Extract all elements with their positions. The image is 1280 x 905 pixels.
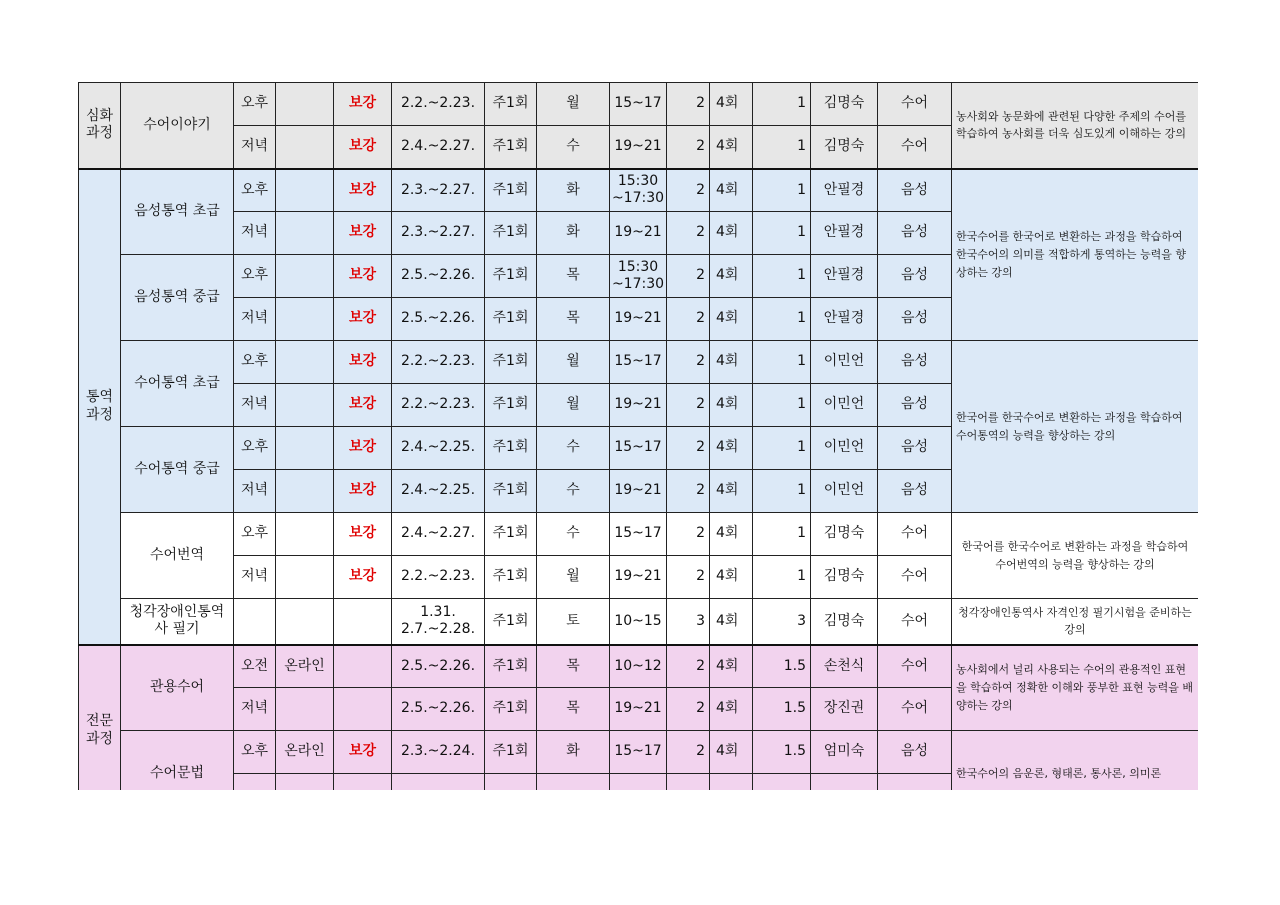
section-label: 전문 과정 — [79, 645, 121, 791]
frequency: 주1회 — [485, 513, 537, 556]
language: 음성 — [878, 731, 952, 774]
session-count: 4회 — [710, 169, 753, 212]
hours-per-day: 2 — [667, 688, 710, 731]
course-description: 농사회에서 널리 사용되는 수어의 관용적인 표현을 학습하여 정확한 이해와 풍부한 표현 능력을 배양하는 강의 — [952, 645, 1199, 731]
delivery-mode — [276, 169, 334, 212]
session-count: 4회 — [710, 298, 753, 341]
weekday: 수 — [537, 126, 610, 169]
makeup-badge: 보강 — [334, 341, 392, 384]
session-count: 4회 — [710, 688, 753, 731]
time-slot: 오전 — [234, 645, 276, 688]
delivery-mode — [276, 688, 334, 731]
hours-per-day: 2 — [667, 513, 710, 556]
weekday: 월 — [537, 384, 610, 427]
period: 2.5.~2.26. — [392, 255, 485, 298]
weekday: 목 — [537, 645, 610, 688]
frequency: 주1회 — [485, 255, 537, 298]
class-hours: 19~21 — [610, 688, 667, 731]
language: 음성 — [878, 384, 952, 427]
weekday — [537, 774, 610, 791]
delivery-mode — [276, 513, 334, 556]
instructor: 김명숙 — [811, 599, 878, 645]
weekday: 목 — [537, 298, 610, 341]
delivery-mode — [276, 384, 334, 427]
weekday: 월 — [537, 83, 610, 126]
course-name: 수어번역 — [121, 513, 234, 599]
credit: 1 — [753, 255, 811, 298]
frequency: 주1회 — [485, 731, 537, 774]
time-slot: 저녁 — [234, 688, 276, 731]
credit: 1 — [753, 427, 811, 470]
session-count: 4회 — [710, 212, 753, 255]
session-count: 4회 — [710, 341, 753, 384]
language — [878, 774, 952, 791]
credit: 1 — [753, 212, 811, 255]
hours-per-day: 2 — [667, 731, 710, 774]
weekday: 화 — [537, 731, 610, 774]
delivery-mode — [276, 470, 334, 513]
session-count: 4회 — [710, 126, 753, 169]
time-slot: 저녁 — [234, 556, 276, 599]
language: 수어 — [878, 599, 952, 645]
class-hours: 15~17 — [610, 427, 667, 470]
hours-per-day: 2 — [667, 645, 710, 688]
instructor: 김명숙 — [811, 83, 878, 126]
instructor: 안필경 — [811, 169, 878, 212]
schedule-row — [79, 731, 1199, 774]
hours-per-day: 2 — [667, 212, 710, 255]
time-slot: 오후 — [234, 427, 276, 470]
section-label: 통역 과정 — [79, 169, 121, 645]
time-slot — [234, 599, 276, 645]
makeup-badge: 보강 — [334, 255, 392, 298]
course-description: 한국어를 한국수어로 변환하는 과정을 학습하여 수어통역의 능력을 향상하는 강의 — [952, 341, 1199, 513]
class-hours: 19~21 — [610, 556, 667, 599]
course-description: 청각장애인통역사 자격인정 필기시험을 준비하는 강의 — [952, 599, 1199, 645]
course-name: 수어이야기 — [121, 83, 234, 169]
time-slot: 저녁 — [234, 126, 276, 169]
period — [392, 774, 485, 791]
language: 수어 — [878, 126, 952, 169]
time-slot: 저녁 — [234, 384, 276, 427]
instructor: 이민언 — [811, 470, 878, 513]
instructor: 김명숙 — [811, 513, 878, 556]
course-name: 수어통역 중급 — [121, 427, 234, 513]
weekday: 화 — [537, 169, 610, 212]
delivery-mode — [276, 774, 334, 791]
delivery-mode: 온라인 — [276, 731, 334, 774]
language: 음성 — [878, 298, 952, 341]
delivery-mode — [276, 126, 334, 169]
schedule-row — [79, 513, 1199, 556]
weekday: 화 — [537, 212, 610, 255]
instructor: 안필경 — [811, 298, 878, 341]
credit: 1 — [753, 384, 811, 427]
language: 수어 — [878, 688, 952, 731]
weekday: 수 — [537, 427, 610, 470]
weekday: 수 — [537, 513, 610, 556]
delivery-mode — [276, 212, 334, 255]
language: 수어 — [878, 556, 952, 599]
makeup-badge — [334, 645, 392, 688]
time-slot: 오후 — [234, 169, 276, 212]
class-hours: 10~15 — [610, 599, 667, 645]
frequency: 주1회 — [485, 212, 537, 255]
weekday: 토 — [537, 599, 610, 645]
period: 2.5.~2.26. — [392, 298, 485, 341]
period: 2.3.~2.27. — [392, 169, 485, 212]
period: 2.3.~2.27. — [392, 212, 485, 255]
instructor: 김명숙 — [811, 126, 878, 169]
class-hours: 10~12 — [610, 645, 667, 688]
period: 2.2.~2.23. — [392, 83, 485, 126]
course-name: 청각장애인통역 사 필기 — [121, 599, 234, 645]
period: 2.3.~2.24. — [392, 731, 485, 774]
course-description: 한국수어를 한국어로 변환하는 과정을 학습하여 한국수어의 의미를 적합하게 통역하는 능력을 향상하는 강의 — [952, 169, 1199, 341]
credit: 1 — [753, 298, 811, 341]
schedule-row — [79, 645, 1199, 688]
instructor: 이민언 — [811, 341, 878, 384]
credit: 1.5 — [753, 731, 811, 774]
session-count: 4회 — [710, 83, 753, 126]
session-count: 4회 — [710, 599, 753, 645]
instructor: 손천식 — [811, 645, 878, 688]
course-name: 음성통역 중급 — [121, 255, 234, 341]
session-count: 4회 — [710, 556, 753, 599]
makeup-badge: 보강 — [334, 470, 392, 513]
weekday: 수 — [537, 470, 610, 513]
session-count: 4회 — [710, 513, 753, 556]
language: 음성 — [878, 427, 952, 470]
hours-per-day: 3 — [667, 599, 710, 645]
class-hours: 19~21 — [610, 298, 667, 341]
hours-per-day: 2 — [667, 298, 710, 341]
credit: 1 — [753, 83, 811, 126]
frequency: 주1회 — [485, 688, 537, 731]
schedule-row — [79, 599, 1199, 645]
language: 수어 — [878, 645, 952, 688]
period: 1.31. 2.7.~2.28. — [392, 599, 485, 645]
delivery-mode — [276, 427, 334, 470]
frequency: 주1회 — [485, 645, 537, 688]
language: 수어 — [878, 83, 952, 126]
time-slot — [234, 774, 276, 791]
class-hours: 15~17 — [610, 731, 667, 774]
section-label: 심화 과정 — [79, 83, 121, 169]
course-description: 농사회와 농문화에 관련된 다양한 주제의 수어를 학습하여 농사회를 더욱 심도있게 이해하는 강의 — [952, 83, 1199, 169]
session-count: 4회 — [710, 384, 753, 427]
session-count — [710, 774, 753, 791]
time-slot: 저녁 — [234, 298, 276, 341]
course-name: 음성통역 초급 — [121, 169, 234, 255]
time-slot: 오후 — [234, 731, 276, 774]
hours-per-day: 2 — [667, 341, 710, 384]
schedule-row — [79, 341, 1199, 384]
frequency: 주1회 — [485, 427, 537, 470]
instructor: 안필경 — [811, 212, 878, 255]
makeup-badge: 보강 — [334, 126, 392, 169]
instructor: 김명숙 — [811, 556, 878, 599]
time-slot: 오후 — [234, 513, 276, 556]
period: 2.2.~2.23. — [392, 556, 485, 599]
makeup-badge — [334, 774, 392, 791]
credit: 1 — [753, 341, 811, 384]
hours-per-day: 2 — [667, 169, 710, 212]
frequency: 주1회 — [485, 341, 537, 384]
period: 2.5.~2.26. — [392, 688, 485, 731]
language: 음성 — [878, 212, 952, 255]
credit: 3 — [753, 599, 811, 645]
weekday: 월 — [537, 556, 610, 599]
time-slot: 저녁 — [234, 212, 276, 255]
hours-per-day: 2 — [667, 470, 710, 513]
delivery-mode — [276, 83, 334, 126]
frequency: 주1회 — [485, 83, 537, 126]
instructor — [811, 774, 878, 791]
course-description: 한국수어의 음운론, 형태론, 통사론, 의미론 — [952, 731, 1199, 791]
course-name: 관용수어 — [121, 645, 234, 731]
time-slot: 오후 — [234, 341, 276, 384]
time-slot: 오후 — [234, 83, 276, 126]
period: 2.4.~2.27. — [392, 126, 485, 169]
hours-per-day: 2 — [667, 255, 710, 298]
class-hours: 19~21 — [610, 470, 667, 513]
weekday: 월 — [537, 341, 610, 384]
period: 2.2.~2.23. — [392, 341, 485, 384]
class-hours — [610, 774, 667, 791]
course-description: 한국어를 한국수어로 변환하는 과정을 학습하여 수어번역의 능력을 향상하는 강의 — [952, 513, 1199, 599]
session-count: 4회 — [710, 470, 753, 513]
class-hours: 15~17 — [610, 341, 667, 384]
class-hours: 15:30 ~17:30 — [610, 169, 667, 212]
makeup-badge: 보강 — [334, 83, 392, 126]
class-hours: 19~21 — [610, 212, 667, 255]
frequency — [485, 774, 537, 791]
credit: 1.5 — [753, 645, 811, 688]
makeup-badge — [334, 599, 392, 645]
hours-per-day: 2 — [667, 427, 710, 470]
delivery-mode — [276, 599, 334, 645]
time-slot: 오후 — [234, 255, 276, 298]
frequency: 주1회 — [485, 126, 537, 169]
hours-per-day: 2 — [667, 384, 710, 427]
session-count: 4회 — [710, 427, 753, 470]
language: 음성 — [878, 255, 952, 298]
period: 2.5.~2.26. — [392, 645, 485, 688]
instructor: 안필경 — [811, 255, 878, 298]
frequency: 주1회 — [485, 470, 537, 513]
hours-per-day: 2 — [667, 126, 710, 169]
instructor: 이민언 — [811, 427, 878, 470]
instructor: 이민언 — [811, 384, 878, 427]
period: 2.2.~2.23. — [392, 384, 485, 427]
credit: 1 — [753, 513, 811, 556]
frequency: 주1회 — [485, 298, 537, 341]
class-hours: 19~21 — [610, 384, 667, 427]
credit: 1 — [753, 169, 811, 212]
instructor: 엄미숙 — [811, 731, 878, 774]
schedule-row — [79, 83, 1199, 126]
makeup-badge: 보강 — [334, 169, 392, 212]
period: 2.4.~2.25. — [392, 427, 485, 470]
credit: 1 — [753, 556, 811, 599]
period: 2.4.~2.25. — [392, 470, 485, 513]
time-slot: 저녁 — [234, 470, 276, 513]
credit: 1.5 — [753, 688, 811, 731]
weekday: 목 — [537, 255, 610, 298]
course-name: 수어문법 — [121, 731, 234, 791]
makeup-badge: 보강 — [334, 731, 392, 774]
schedule-table — [78, 82, 1198, 790]
language: 음성 — [878, 169, 952, 212]
class-hours: 15~17 — [610, 83, 667, 126]
schedule-body — [79, 83, 1199, 791]
credit: 1 — [753, 470, 811, 513]
makeup-badge: 보강 — [334, 427, 392, 470]
frequency: 주1회 — [485, 599, 537, 645]
hours-per-day — [667, 774, 710, 791]
credit — [753, 774, 811, 791]
frequency: 주1회 — [485, 384, 537, 427]
course-name: 수어통역 초급 — [121, 341, 234, 427]
class-hours: 15:30 ~17:30 — [610, 255, 667, 298]
hours-per-day: 2 — [667, 83, 710, 126]
makeup-badge: 보강 — [334, 556, 392, 599]
delivery-mode — [276, 298, 334, 341]
session-count: 4회 — [710, 645, 753, 688]
credit: 1 — [753, 126, 811, 169]
makeup-badge — [334, 688, 392, 731]
language: 음성 — [878, 341, 952, 384]
weekday: 목 — [537, 688, 610, 731]
makeup-badge: 보강 — [334, 513, 392, 556]
instructor: 장진권 — [811, 688, 878, 731]
class-hours: 15~17 — [610, 513, 667, 556]
session-count: 4회 — [710, 731, 753, 774]
makeup-badge: 보강 — [334, 298, 392, 341]
delivery-mode — [276, 341, 334, 384]
session-count: 4회 — [710, 255, 753, 298]
makeup-badge: 보강 — [334, 212, 392, 255]
schedule-row — [79, 169, 1199, 212]
language: 수어 — [878, 513, 952, 556]
delivery-mode — [276, 556, 334, 599]
frequency: 주1회 — [485, 556, 537, 599]
language: 음성 — [878, 470, 952, 513]
period: 2.4.~2.27. — [392, 513, 485, 556]
makeup-badge: 보강 — [334, 384, 392, 427]
frequency: 주1회 — [485, 169, 537, 212]
delivery-mode — [276, 255, 334, 298]
class-hours: 19~21 — [610, 126, 667, 169]
schedule-sheet — [78, 82, 1198, 790]
hours-per-day: 2 — [667, 556, 710, 599]
delivery-mode: 온라인 — [276, 645, 334, 688]
